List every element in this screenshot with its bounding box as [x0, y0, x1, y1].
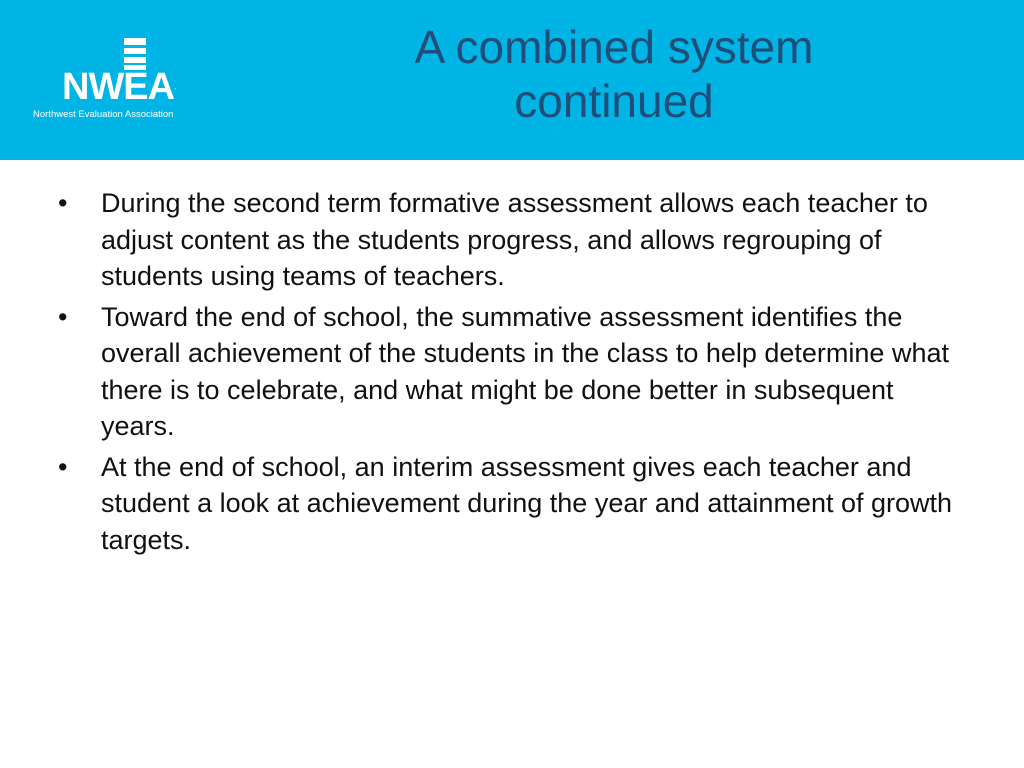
slide-title	[330, 20, 898, 128]
bullet-text: At the end of school, an interim assessment gives each teacher and student a look at achievement during the year and attainment of growth targets.	[101, 451, 953, 555]
logo-trademark: .	[174, 82, 177, 91]
logo-tagline: Northwest Evaluation Association	[33, 109, 174, 120]
title-line-1: A combined system	[414, 21, 814, 73]
logo-name: NWEA	[62, 66, 175, 108]
bullet-item	[58, 449, 968, 559]
nwea-logo	[32, 38, 212, 128]
bullet-text: During the second term formative assessment allows each teacher to adjust content as the students progress, and allows regrouping of students using teams of teachers.	[101, 188, 928, 291]
bullet-item	[58, 299, 968, 445]
bullet-icon: •	[58, 188, 68, 218]
bullet-item	[58, 185, 968, 295]
bullet-list	[58, 185, 968, 562]
bullet-icon: •	[58, 451, 68, 482]
logo-wordmark	[62, 67, 176, 107]
header-banner	[0, 0, 1024, 160]
bullet-text: Toward the end of school, the summative assessment identifies the overall achievement of the students in the class to help determine what there is to celebrate, and what might be done better in subsequent years.	[101, 301, 949, 441]
title-line-2: continued	[514, 75, 714, 127]
bullet-icon: •	[58, 301, 68, 332]
